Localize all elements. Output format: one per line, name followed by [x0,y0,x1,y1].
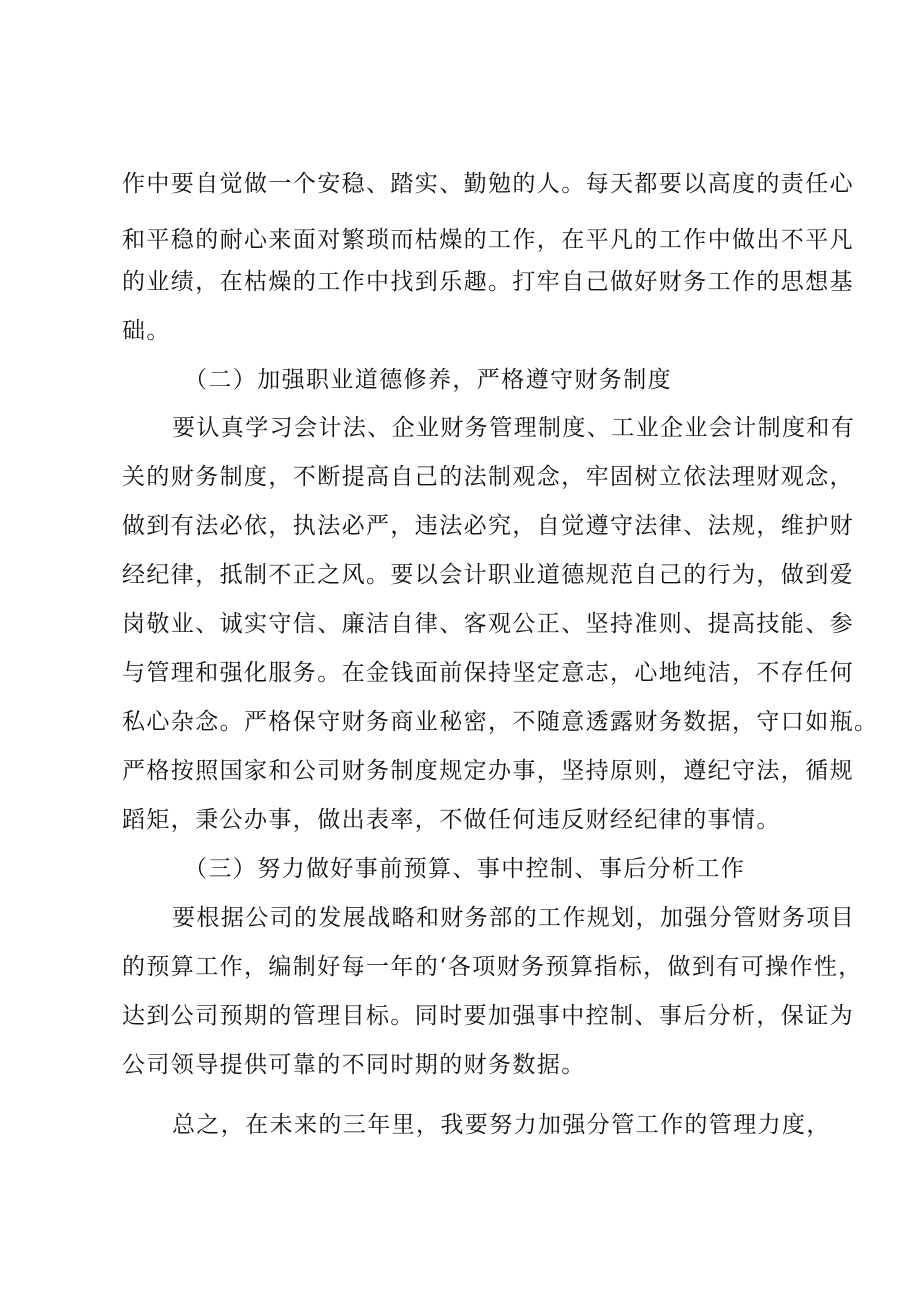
text-line: 的预算工作，编制好每一年的‘各项财务预算指标，做到有可操作性， [122,954,863,980]
section-heading: （三）努力做好事前预算、事中控制、事后分析工作 [184,856,746,882]
paragraph-first-line: 要根据公司的发展战略和财务部的工作规划，加强分管财务项目 [172,905,856,931]
paragraph-first-line: 要认真学习会计法、企业财务管理制度、工业企业会计制度和有 [172,415,856,441]
paragraph-first-line: 总之，在未来的三年里，我要努力加强分管工作的管理力度， [172,1112,831,1138]
text-line: 与管理和强化服务。在金钱面前保持坚定意志，心地纯洁，不存任何 [122,660,854,686]
text-line: 做到有法必依，执法必严，违法必究，自觉遵守法律、法规，维护财 [122,513,854,539]
text-line: 蹈矩，秉公办事，做出表率，不做任何违反财经纪律的事情。 [122,807,781,833]
text-line: 的业绩，在枯燥的工作中找到乐趣。打牢自己做好财务工作的思想基 [122,269,854,295]
text-line: 和平稳的耐心来面对繁琐而枯燥的工作，在平凡的工作中做出不平凡 [122,227,854,253]
text-line: 严格按照国家和公司财务制度规定办事，坚持原则，遵纪守法，循规 [122,758,854,784]
text-line: 础。 [122,318,171,344]
text-line: 达到公司预期的管理目标。同时要加强事中控制、事后分析，保证为 [122,1003,854,1029]
text-line: 岗敬业、诚实守信、廉洁自律、客观公正、坚持准则、提高技能、参 [122,611,854,637]
text-line: 作中要自觉做一个安稳、踏实、勤勉的人。每天都要以高度的责任心 [122,171,854,197]
text-line: 经纪律，抵制不正之风。要以会计职业道德规范自己的行为，做到爱 [122,562,854,588]
text-line: 公司领导提供可靠的不同时期的财务数据。 [122,1052,586,1078]
text-line: 关的财务制度，不断提高自己的法制观念，牢固树立依法理财观念， [122,464,854,490]
text-line: 私心杂念。严格保守财务商业秘密，不随意透露财务数据，守口如瓶。 [122,709,879,735]
section-heading: （二）加强职业道德修养，严格遵守财务制度 [184,367,672,393]
